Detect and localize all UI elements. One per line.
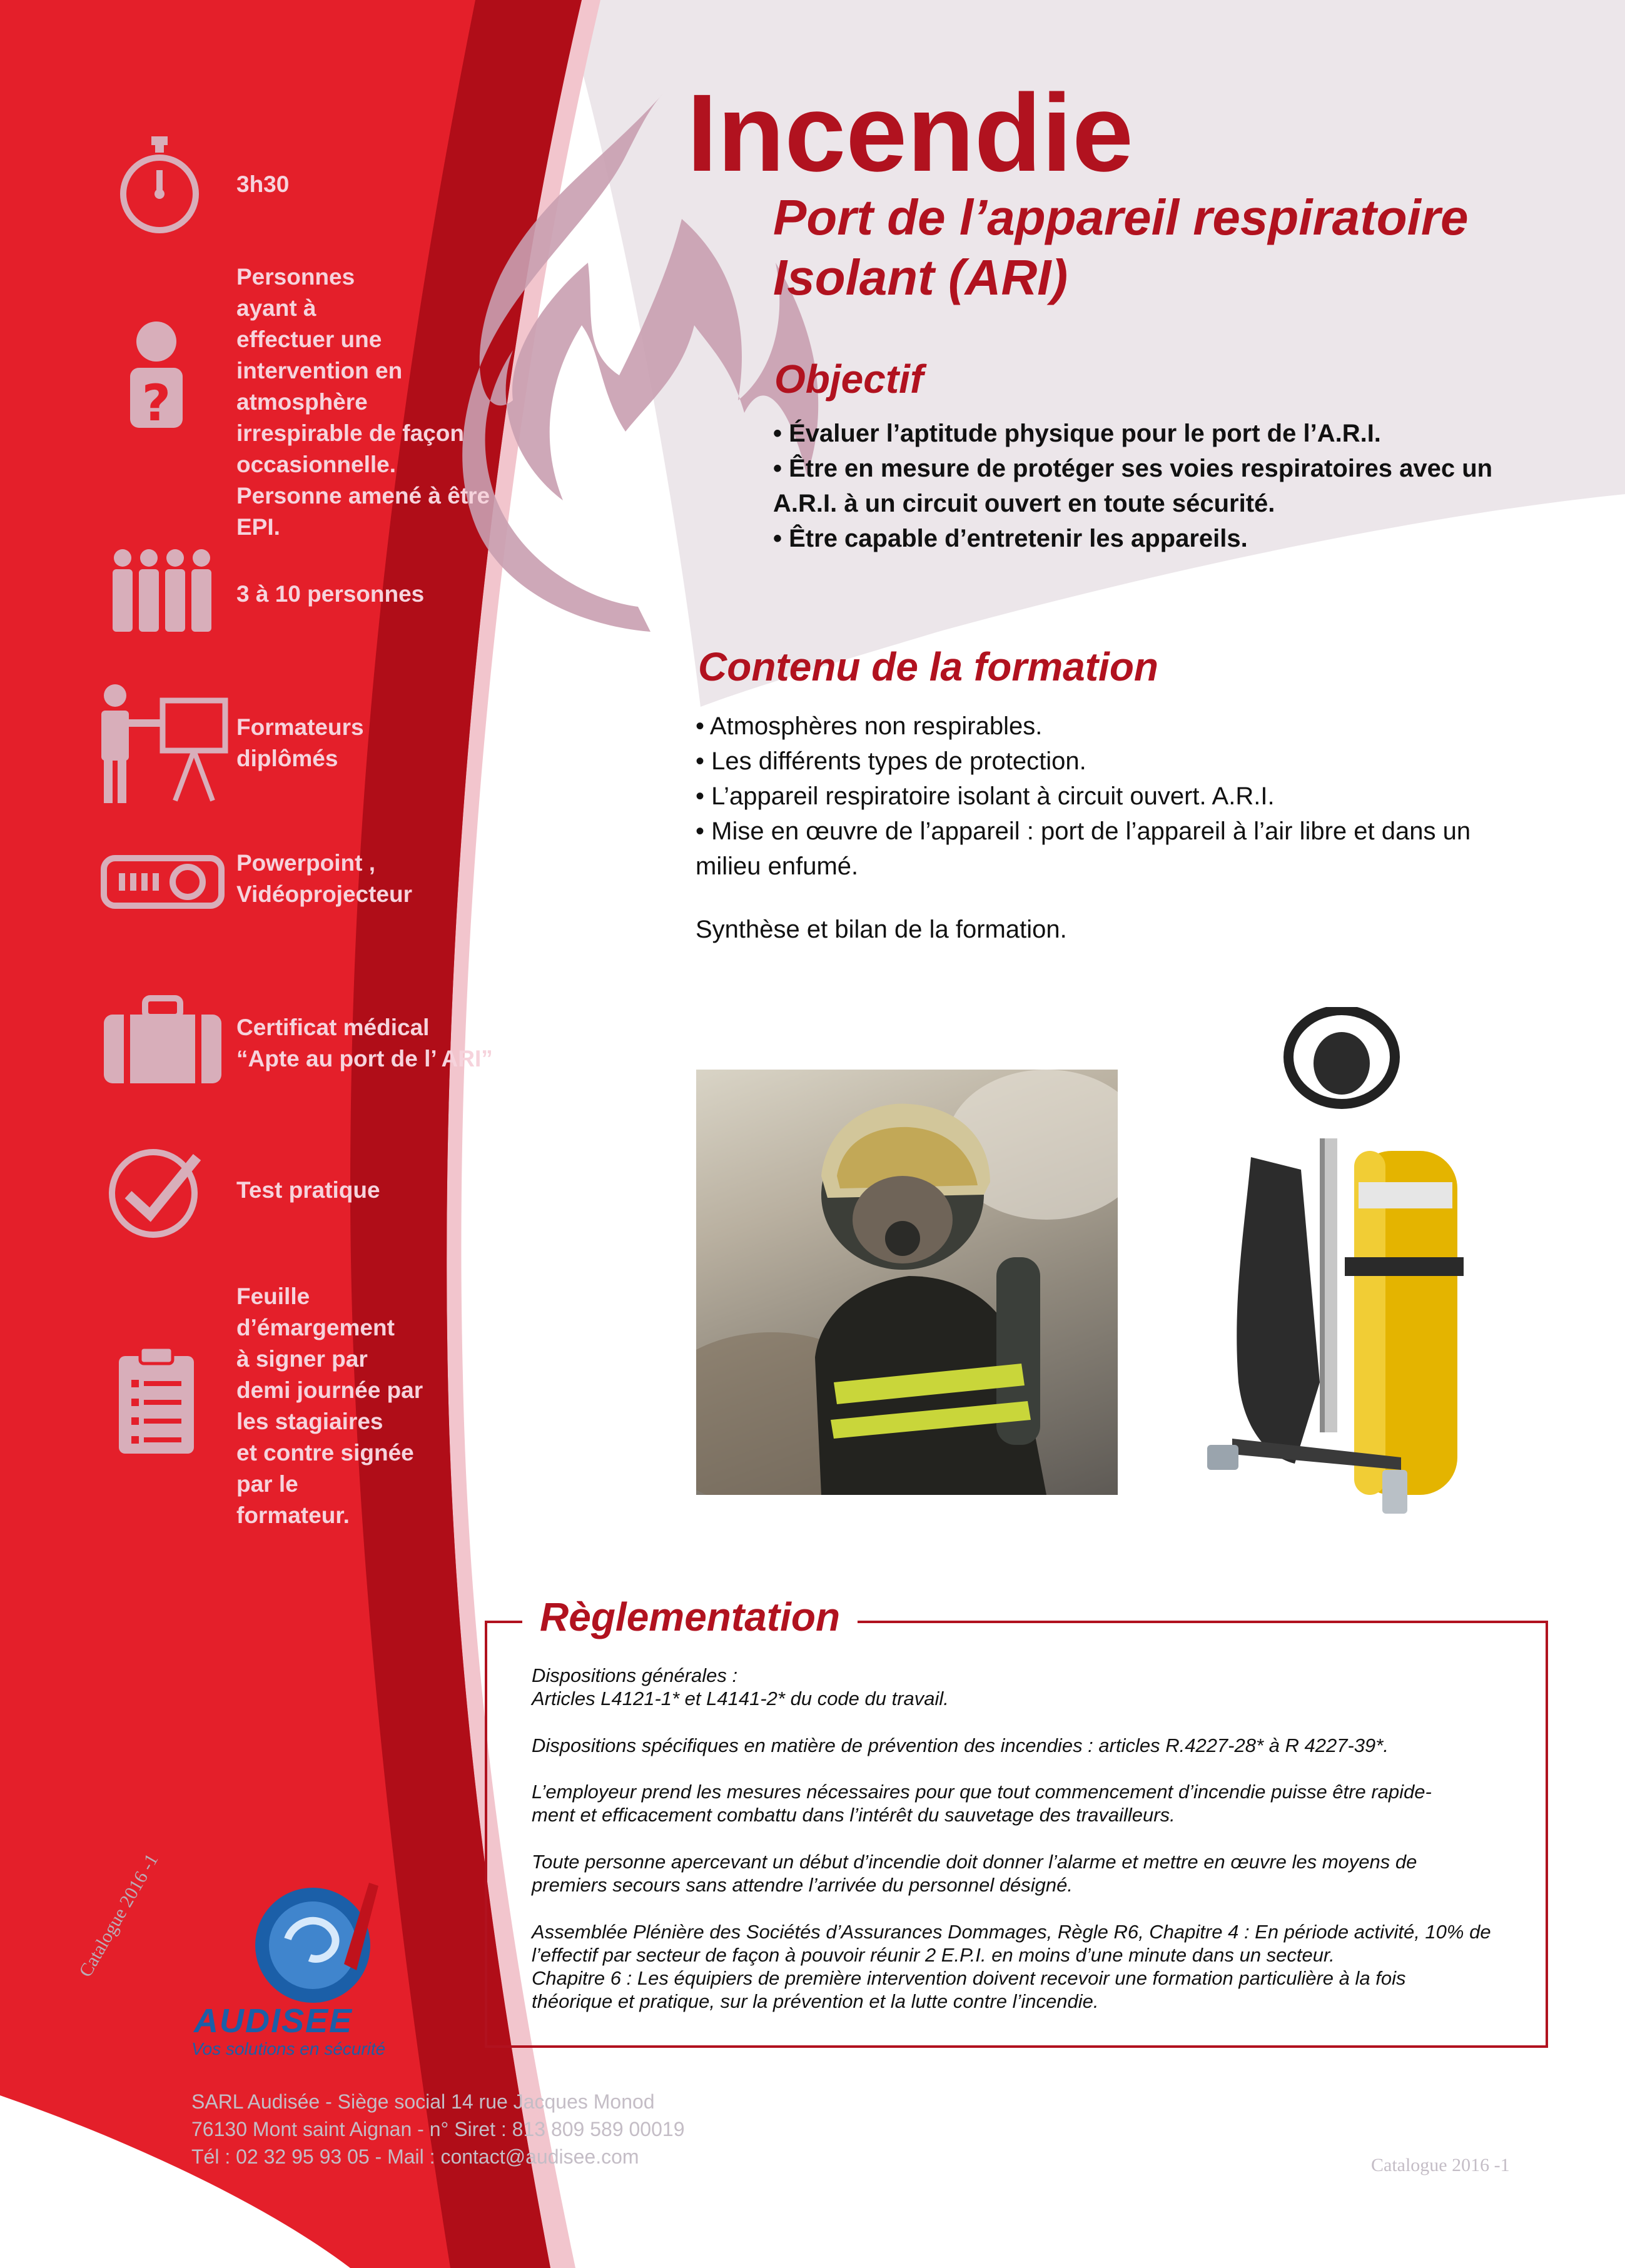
reglementation-paragraph: Dispositions générales : Articles L4121-1* et L4141-2* du code du travail. [532, 1664, 949, 1709]
page-title: Incendie [687, 72, 1133, 195]
list-item: • Les différents types de protection. [696, 744, 1509, 779]
contenu-heading: Contenu de la formation [698, 644, 1158, 689]
sidebar-attendance: Feuille d’émargement à signer par demi journée par les stagiaires et contre signée par le formateur. [236, 1283, 423, 1528]
sidebar-prerequisite: Certificat médical “Apte au port de l’ ARI” [236, 1015, 493, 1071]
objectif-list [773, 416, 1555, 556]
breathing-apparatus-photo [1195, 1007, 1464, 1526]
brand-name: AUDISEE [194, 2002, 353, 2040]
contenu-synthese: Synthèse et bilan de la formation. [696, 916, 1067, 943]
reglementation-paragraph: Toute personne apercevant un début d’incendie doit donner l’alarme et mettre en œuvre les moyens de premiers secours sans attendre l’arrivée du personnel désigné. [532, 1851, 1417, 1896]
contenu-list [696, 709, 1509, 884]
stopwatch-icon [106, 131, 213, 238]
trainer-board-icon [94, 682, 200, 788]
group-people-icon [100, 544, 206, 651]
reglementation-heading: Règlementation [522, 1592, 858, 1642]
firefighter-photo [696, 1070, 1118, 1495]
objectif-heading: Objectif [774, 357, 924, 402]
reglementation-paragraph: Dispositions spécifiques en matière de prévention des incendies : articles R.4227-28* à R 4227-39*. [532, 1734, 1389, 1756]
reglementation-paragraph: Assemblée Plénière des Sociétés d’Assurances Dommages, Règle R6, Chapitre 4 : En période activité, 10% de l’effectif par secteur de façon à pouvoir réunir 2 E.P.I. en moins d’une minute dans un secteur. Chapitre 6 : Les équipiers de première intervention doivent recevoir une formation particulière à la fois théorique et pratique, sur la prévention et la lutte contre l’incendie. [532, 1921, 1491, 2012]
footer-address: SARL Audisée - Siège social 14 rue Jacques Monod 76130 Mont saint Aignan - n° Siret : 813 809 589 00019 Tél : 02 32 95 93 05 - Mail : contact@audisee.com [191, 2090, 685, 2168]
checkmark-icon [103, 1138, 210, 1245]
clipboard-icon [113, 1345, 219, 1451]
footer-catalogue: Catalogue 2016 -1 [1371, 2155, 1510, 2175]
sidebar-evaluation: Test pratique [236, 1177, 380, 1203]
list-item: • Évaluer l’aptitude physique pour le port de l’A.R.I. [773, 416, 1555, 451]
person-question-icon [119, 319, 225, 432]
list-item: • Atmosphères non respirables. [696, 709, 1509, 744]
sidebar-audience: Personnes ayant à effectuer une intervention en atmosphère irrespirable de façon occasionnelle. Personne amené à être EPI. [236, 264, 490, 540]
catalogue-rotated-label: Catalogue 2016 -1 [75, 1850, 163, 1981]
projector-icon [100, 851, 206, 957]
subtitle-line-1: Port de l’appareil respiratoire [773, 190, 1469, 245]
list-item: • L’appareil respiratoire isolant à circuit ouvert. A.R.I. [696, 779, 1509, 814]
sidebar-trainers: Formateurs diplômés [236, 714, 364, 771]
list-item: • Être capable d’entretenir les appareils. [773, 521, 1555, 556]
sidebar-group-size: 3 à 10 personnes [236, 581, 425, 607]
page-subtitle [773, 188, 1605, 308]
reglementation-paragraph: L’employeur prend les mesures nécessaires pour que tout commencement d’incendie puisse être rapide- ment et efficacement combattu dans l’intérêt du sauvetage des travailleurs. [532, 1781, 1432, 1826]
svg-text:?: ? [141, 374, 171, 432]
sidebar-duration: 3h30 [236, 171, 290, 197]
subtitle-line-2: Isolant (ARI) [773, 250, 1068, 305]
sidebar-equipment: Powerpoint , Vidéoprojecteur [236, 850, 413, 907]
list-item: • Mise en œuvre de l’appareil : port de l’appareil à l’air libre et dans un milieu enfumé. [696, 814, 1509, 884]
list-item: • Être en mesure de protéger ses voies respiratoires avec un A.R.I. à un circuit ouvert en toute sécurité. [773, 451, 1555, 521]
brand-tagline: Vos solutions en sécurité [191, 2039, 386, 2058]
briefcase-icon [100, 995, 206, 1101]
audisee-logo-globe [250, 1870, 388, 2008]
